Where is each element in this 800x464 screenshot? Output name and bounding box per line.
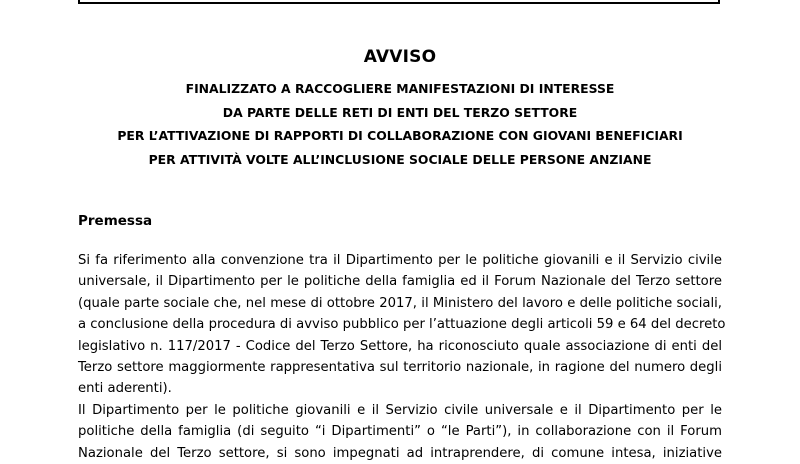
subtitle-line: PER ATTIVITÀ VOLTE ALL’INCLUSIONE SOCIALE DELLE PERSONE ANZIANE bbox=[148, 151, 652, 167]
body-text bbox=[78, 250, 726, 464]
body-line: enti aderenti). bbox=[78, 381, 172, 397]
subtitle-line: DA PARTE DELLE RETI DI ENTI DEL TERZO SETTORE bbox=[222, 104, 578, 120]
document-title: AVVISO bbox=[363, 47, 437, 67]
body-line: legislativo n. 117/2017 - Codice del Terzo Settore, ha riconosciuto quale associazione di enti del bbox=[78, 338, 722, 354]
body-line: universale, il Dipartimento per le politiche della famiglia ed il Forum Nazionale del Terzo settore bbox=[78, 274, 722, 290]
header-frame-border bbox=[78, 0, 720, 4]
body-line: Il Dipartimento per le politiche giovanili e il Servizio civile universale e il Dipartimento per le bbox=[78, 402, 722, 418]
body-line: a conclusione della procedura di avviso pubblico per l’attuazione degli articoli 59 e 64 del decreto bbox=[78, 317, 726, 333]
body-line: Si fa riferimento alla convenzione tra il Dipartimento per le politiche giovanili e il Servizio civile bbox=[78, 253, 722, 268]
body-line: Terzo settore maggiormente rappresentativa sul territorio nazionale, in ragione del numero degli bbox=[78, 359, 722, 375]
body-line: politiche della famiglia (di seguito “i Dipartimenti” o “le Parti”), in collaborazione con il Forum bbox=[78, 424, 722, 440]
document-subtitle bbox=[0, 77, 800, 171]
subtitle-line: FINALIZZATO A RACCOGLIERE MANIFESTAZIONI DI INTERESSE bbox=[185, 81, 615, 96]
body-line: (quale parte sociale che, nel mese di ottobre 2017, il Ministero del lavoro e delle politiche sociali, bbox=[78, 295, 722, 311]
section-heading-premessa: Premessa bbox=[78, 213, 153, 229]
subtitle-line: PER L’ATTIVAZIONE DI RAPPORTI DI COLLABORAZIONE CON GIOVANI BENEFICIARI bbox=[117, 128, 683, 143]
body-line: Nazionale del Terzo settore, si sono impegnati ad intraprendere, di comune intesa, iniziative bbox=[78, 445, 722, 461]
